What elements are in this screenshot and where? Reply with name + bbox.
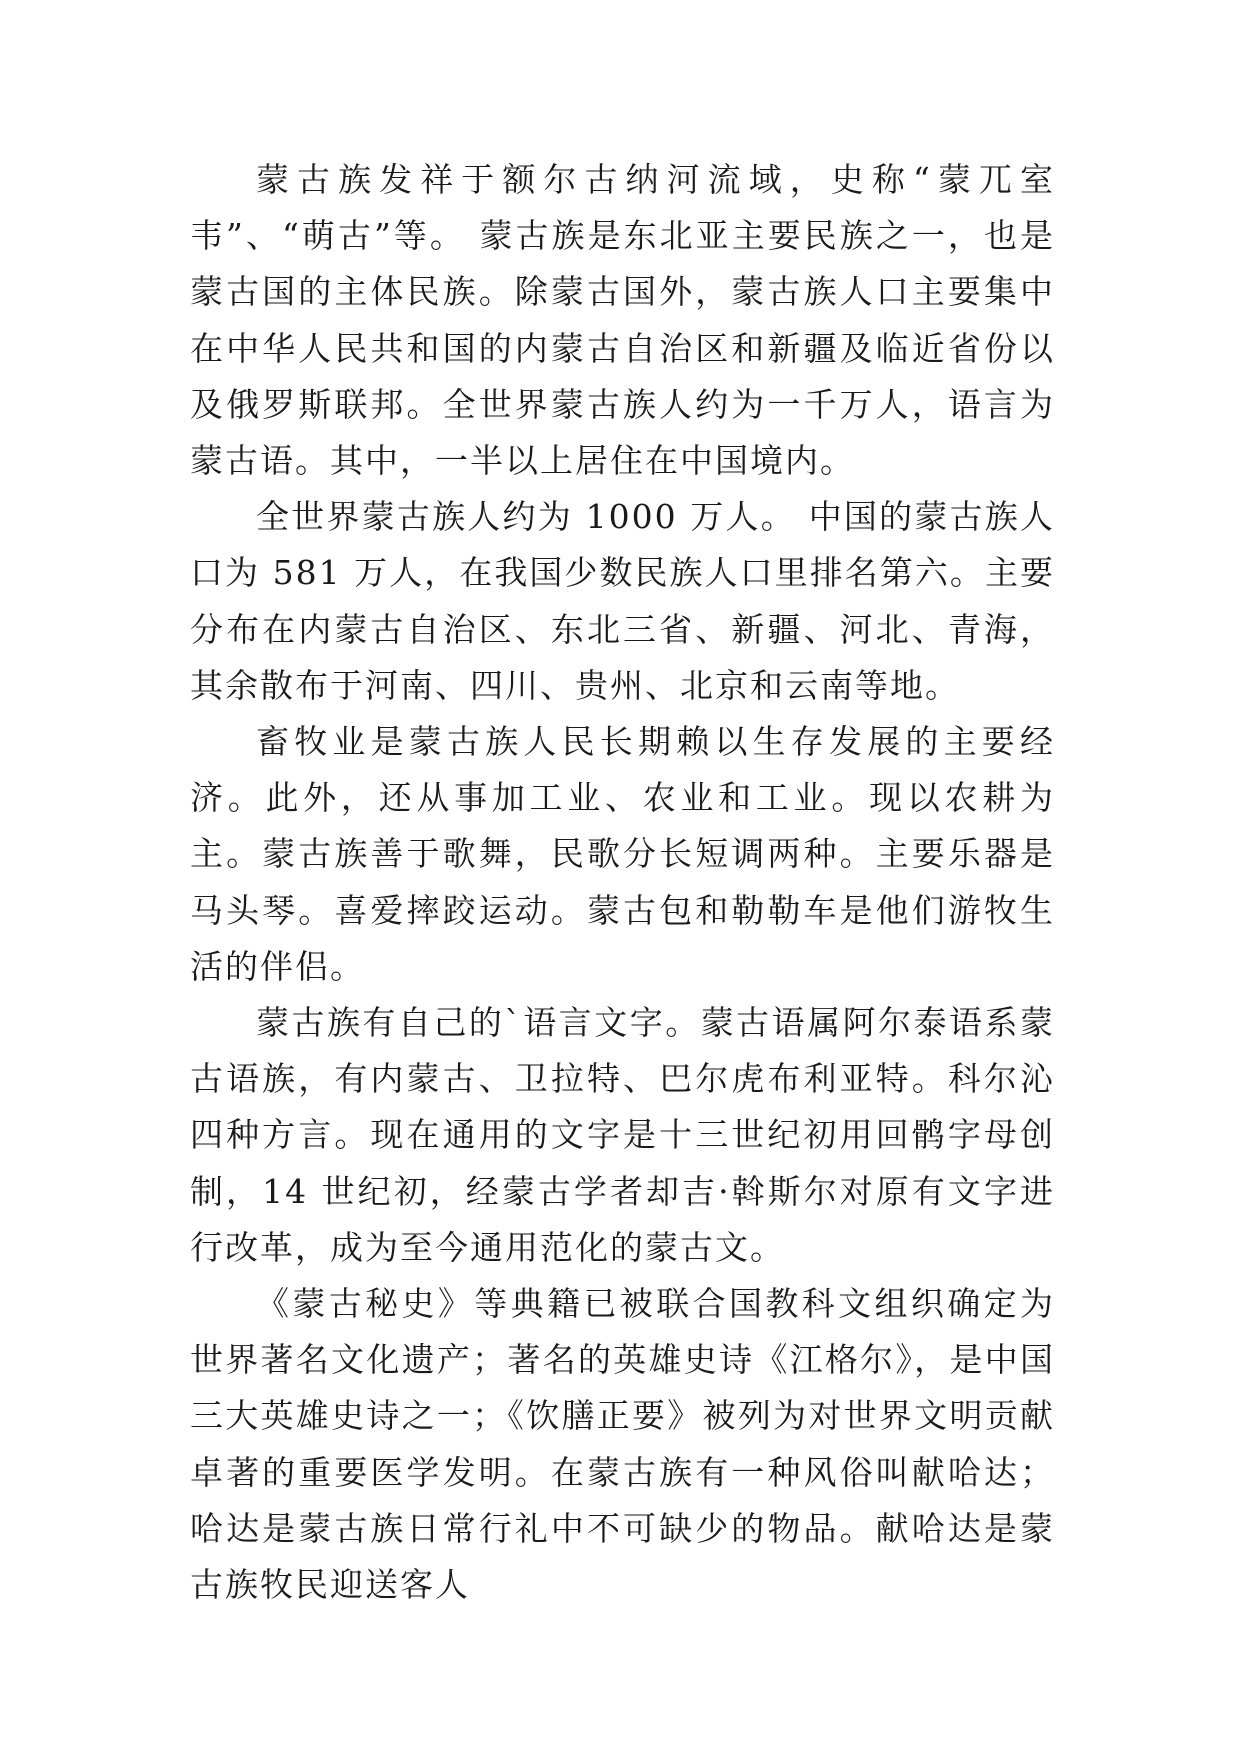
document-body — [190, 152, 1055, 1613]
paragraph-language: 蒙古族有自己的`语言文字。蒙古语属阿尔泰语系蒙古语族，有内蒙古、卫拉特、巴尔虎布利亚特。科尔沁四种方言。现在通用的文字是十三世纪初用回鹘字母创制，14 世纪初，经蒙古学者却吉·斡斯尔对原有文字进行改革，成为至今通用范化的蒙古文。 — [190, 1003, 1055, 1267]
paragraph-origin: 蒙古族发祥于额尔古纳河流域，史称“蒙兀室韦”、“萌古”等。 蒙古族是东北亚主要民族之一，也是蒙古国的主体民族。除蒙古国外，蒙古族人口主要集中在中华人民共和国的内蒙古自治区和新疆及临近省份以及俄罗斯联邦。全世界蒙古族人约为一千万人，语言为蒙古语。其中，一半以上居住在中国境内。 — [190, 160, 1055, 481]
paragraph-population: 全世界蒙古族人约为 1000 万人。 中国的蒙古族人口为 581 万人，在我国少数民族人口里排名第六。主要分布在内蒙古自治区、东北三省、新疆、河北、青海，其余散布于河南、四川、贵州、北京和云南等地。 — [190, 497, 1055, 705]
paragraph-economy: 畜牧业是蒙古族人民长期赖以生存发展的主要经济。此外，还从事加工业、农业和工业。现以农耕为主。蒙古族善于歌舞，民歌分长短调两种。主要乐器是马头琴。喜爱摔跤运动。蒙古包和勒勒车是他们游牧生活的伴侣。 — [190, 722, 1055, 986]
paragraph-heritage: 《蒙古秘史》等典籍已被联合国教科文组织确定为世界著名文化遗产；著名的英雄史诗《江格尔》，是中国三大英雄史诗之一；《饮膳正要》被列为对世界文明贡献卓著的重要医学发明。在蒙古族有一种风俗叫献哈达；哈达是蒙古族日常行礼中不可缺少的物品。献哈达是蒙古族牧民迎送客人 — [190, 1284, 1055, 1605]
